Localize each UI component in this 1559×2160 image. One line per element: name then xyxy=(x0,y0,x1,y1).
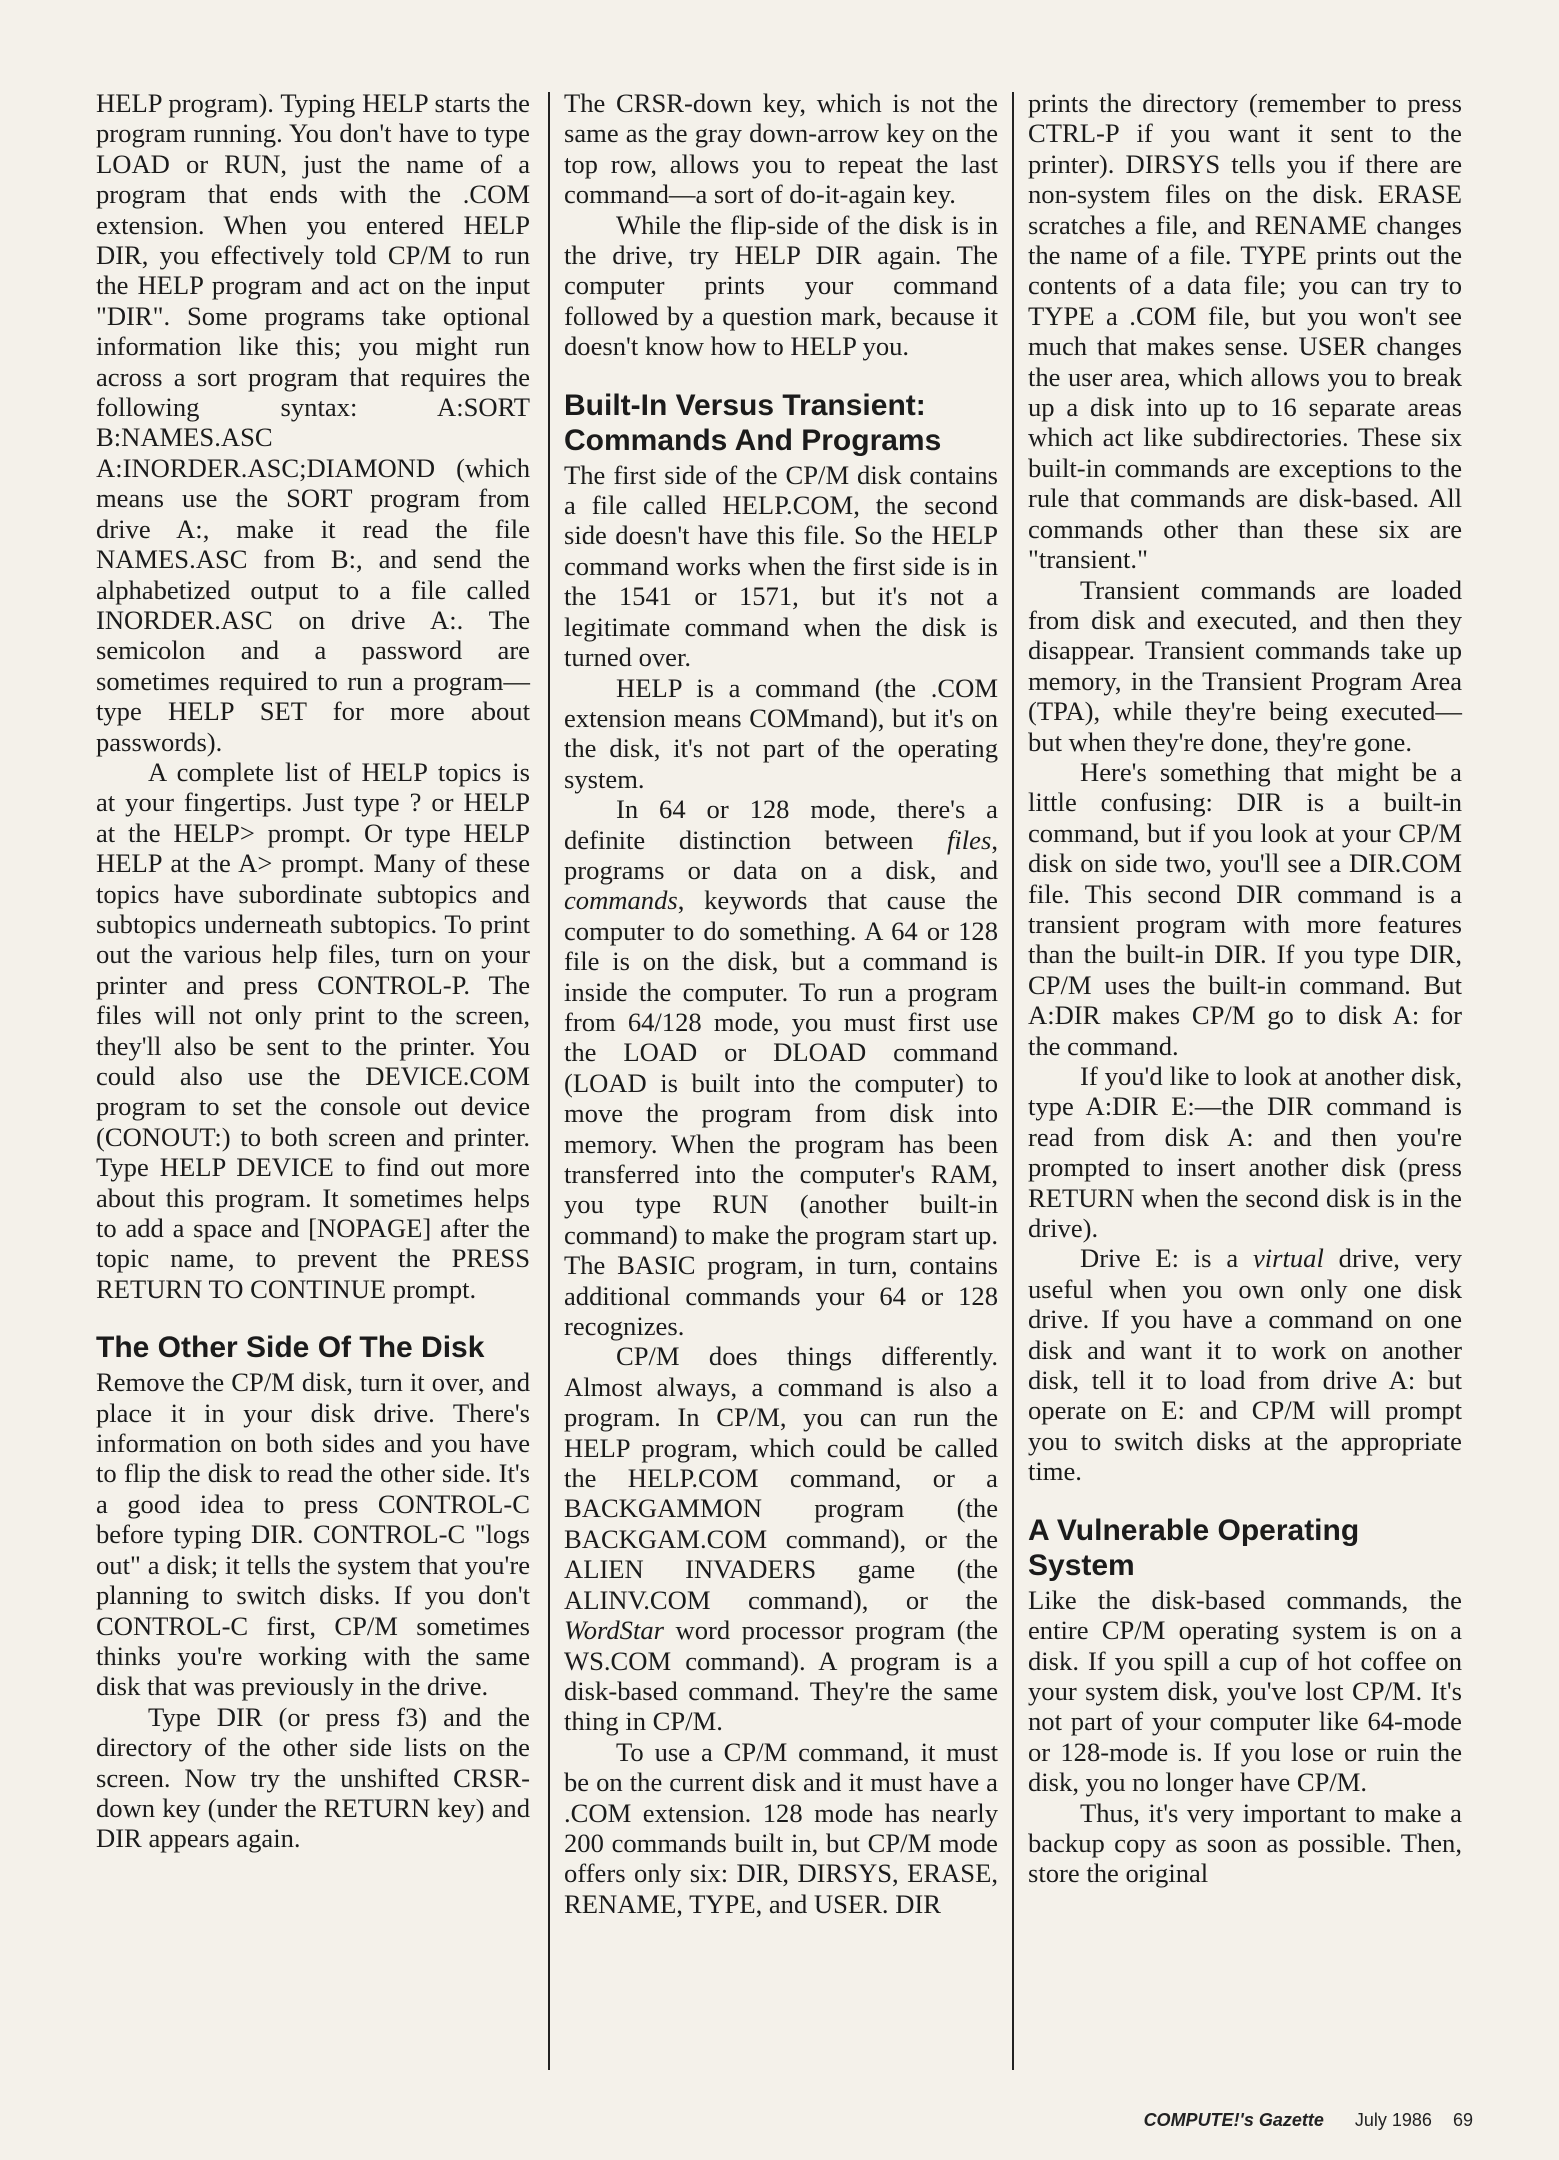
magazine-name: COMPUTE!'s Gazette xyxy=(1143,2110,1324,2130)
paragraph xyxy=(564,794,998,1341)
section-heading: Built-In Versus Transient: Commands And Programs xyxy=(564,388,942,457)
paragraph: The CRSR-down key, which is not the same as the gray down-arrow key on the top row, allows you to repeat the last command—a sort of do-it-again key. xyxy=(564,88,998,210)
section-heading: The Other Side Of The Disk xyxy=(96,1331,485,1365)
italic-term: files xyxy=(947,824,992,855)
paragraph: HELP is a command (the .COM extension means COMmand), but it's on the disk, it's not part of the operating system. xyxy=(564,672,998,794)
text-run: In 64 or 128 mode, there's a definite distinction between xyxy=(564,794,998,855)
paragraph: Like the disk-based commands, the entire CP/M operating system is on a disk. If you spill a cup of hot coffee on your system disk, you've lost CP/M. It's not part of your computer like 64-mode or 128-mode is. If you lose or ruin the disk, you no longer have CP/M. xyxy=(1028,1584,1462,1798)
article-column-1 xyxy=(96,88,530,1854)
text-run: Drive E: is a xyxy=(1080,1243,1253,1274)
page-number: 69 xyxy=(1452,2110,1473,2130)
paragraph: While the flip-side of the disk is in the drive, try HELP DIR again. The computer prints your command followed by a question mark, because it doesn't know how to HELP you. xyxy=(564,209,998,362)
paragraph: If you'd like to look at another disk, type A:DIR E:—the DIR command is read from disk A: and then you're prompted to insert another disk (press RETURN when the second disk is in the drive). xyxy=(1028,1061,1462,1244)
paragraph: Here's something that might be a little confusing: DIR is a built-in command, but if you look at your CP/M disk on side two, you'll see a DIR.COM file. This second DIR command is a transient program with more features than the built-in DIR. If you type DIR, CP/M uses the built-in command. But A:DIR makes CP/M go to disk A: for the command. xyxy=(1028,756,1462,1061)
text-run: CP/M does things differently. Almost always, a command is also a program. In CP/M, you can run the HELP program, which could be called the HELP.COM command, or a BACKGAMMON program (the BACKGAM.COM command), or the ALIEN INVADERS game (the ALINV.COM command), or the xyxy=(564,1341,998,1615)
text-run: word processor program (the WS.COM command). A program is a disk-based command. They're the same thing in CP/M. xyxy=(564,1615,998,1737)
text-run: , keywords that cause the computer to do something. A 64 or 128 file is on the disk, but a command is inside the computer. To run a program from 64/128 mode, you must first use the LOAD or DLOAD command (LOAD is built into the computer) to move the program from disk into memory. When the program has been transferred into the computer's RAM, you type RUN (another built-in command) to make the program start up. The BASIC program, in turn, contains additional commands your 64 or 128 recognizes. xyxy=(564,885,998,1342)
issue-date: July 1986 xyxy=(1354,2110,1432,2130)
column-divider xyxy=(1012,92,1014,2070)
paragraph: prints the directory (remember to press CTRL-P if you want it sent to the printer). DIRSYS tells you if there are non-system files on the disk. ERASE scratches a file, and RENAME changes the name of a file. TYPE prints out the contents of a data file; you can try to TYPE a .COM file, but you won't see much that makes sense. USER changes the user area, which allows you to break up a disk into up to 16 separate areas which act like subdirectories. These six built-in commands are exceptions to the rule that commands are disk-based. All commands other than these six are "transient." xyxy=(1028,88,1462,575)
column-divider xyxy=(548,92,550,2070)
paragraph: Thus, it's very important to make a backup copy as soon as possible. Then, store the original xyxy=(1028,1797,1462,1889)
italic-term: WordStar xyxy=(564,1615,664,1646)
paragraph: Transient commands are loaded from disk and executed, and then they disappear. Transient commands take up memory, in the Transient Program Area (TPA), while they're being executed—but when they're done, they're gone. xyxy=(1028,574,1462,757)
page-footer xyxy=(1144,2110,1473,2131)
article-column-2 xyxy=(564,88,998,1919)
section-heading: A Vulnerable Operating System xyxy=(1028,1513,1360,1582)
text-run: drive, very useful when you own only one disk drive. If you have a command on one disk and want it to work on another disk, tell it to load from drive A: but operate on E: and CP/M will prompt you to switch disks at the appropriate time. xyxy=(1028,1243,1463,1487)
article-column-3 xyxy=(1028,88,1462,1889)
paragraph: To use a CP/M command, it must be on the current disk and it must have a .COM extension. 128 mode has nearly 200 commands built in, but CP/M mode offers only six: DIR, DIRSYS, ERASE, RENAME, TYPE, and USER. DIR xyxy=(564,1736,998,1919)
italic-term: commands xyxy=(564,885,678,916)
paragraph: The first side of the CP/M disk contains a file called HELP.COM, the second side doesn't have this file. So the HELP command works when the first side is in the 1541 or 1571, but it's not a legitimate command when the disk is turned over. xyxy=(564,459,998,673)
italic-term: virtual xyxy=(1252,1243,1324,1274)
paragraph: HELP program). Typing HELP starts the program running. You don't have to type LOAD or RUN, just the name of a program that ends with the .COM extension. When you entered HELP DIR, you effectively told CP/M to run the HELP program and act on the input "DIR". Some programs take optional information like this; you might run across a sort program that requires the following syntax: A:SORT B:NAMES.ASC A:INORDER.ASC;DIAMOND (which means use the SORT program from drive A:, make it read the file NAMES.ASC from B:, and send the alphabetized output to a file called INORDER.ASC on drive A:. The semicolon and a password are sometimes required to run a program—type HELP SET for more about passwords). xyxy=(96,88,530,757)
paragraph: Remove the CP/M disk, turn it over, and place it in your disk drive. There's information on both sides and you have to flip the disk to read the other side. It's a good idea to press CONTROL-C before typing DIR. CONTROL-C "logs out" a disk; it tells the system that you're planning to switch disks. If you don't CONTROL-C first, CP/M sometimes thinks you're working with the same disk that was previously in the drive. xyxy=(96,1367,530,1702)
paragraph: A complete list of HELP topics is at your fingertips. Just type ? or HELP at the HELP> prompt. Or type HELP HELP at the A> prompt. Many of these topics have subordinate subtopics and subtopics underneath subtopics. To print out the various help files, turn on your printer and press CONTROL-P. The files will not only print to the screen, they'll also be sent to the printer. You could also use the DEVICE.COM program to set the console out device (CONOUT:) to both screen and printer. Type HELP DEVICE to find out more about this program. It sometimes helps to add a space and [NOPAGE] after the topic name, to prevent the PRESS RETURN TO CONTINUE prompt. xyxy=(96,756,530,1304)
paragraph xyxy=(1028,1243,1462,1486)
paragraph: Type DIR (or press f3) and the directory of the other side lists on the screen. Now try the unshifted CRSR-down key (under the RETURN key) and DIR appears again. xyxy=(96,1701,530,1854)
text-run: , programs or data on a disk, and xyxy=(564,824,998,885)
paragraph xyxy=(564,1341,998,1736)
